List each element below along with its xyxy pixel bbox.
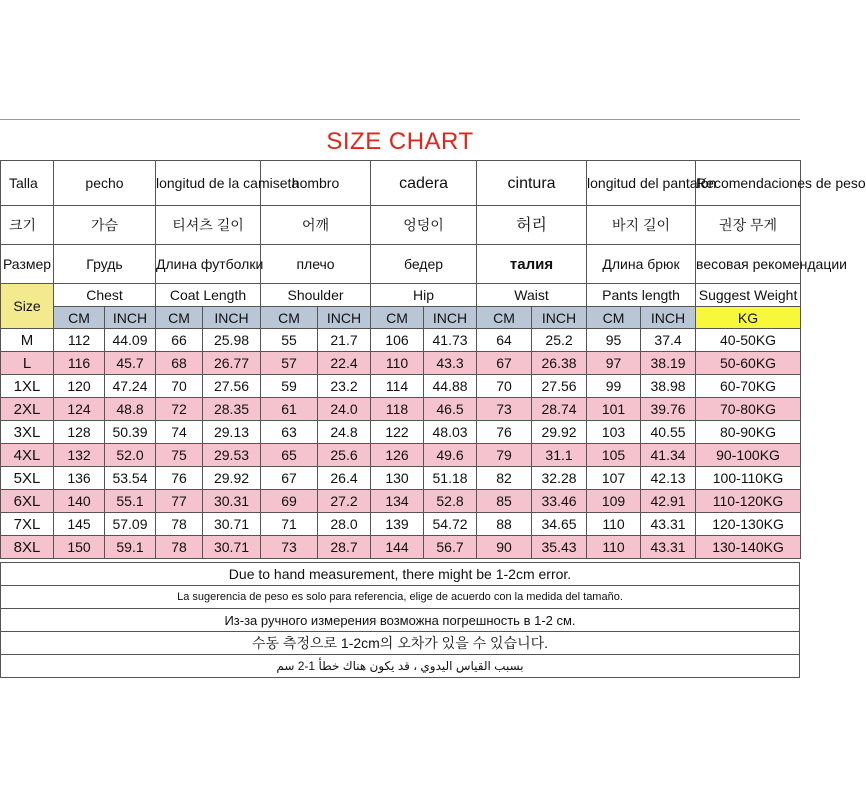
shoulder-cm-cell: 67 <box>261 467 318 490</box>
coat-inch-cell: 30.71 <box>203 536 261 559</box>
hip-cm-cell: 130 <box>371 467 424 490</box>
unit-inch: INCH <box>105 307 156 329</box>
hip-cm-cell: 139 <box>371 513 424 536</box>
header-pants-es: longitud del pantalón <box>587 161 696 206</box>
shoulder-cm-cell: 61 <box>261 398 318 421</box>
header-weight-ru: весовая рекомендации <box>696 245 801 284</box>
coat-inch-cell: 30.31 <box>203 490 261 513</box>
chest-inch-cell: 59.1 <box>105 536 156 559</box>
coat-cm-cell: 66 <box>156 329 203 352</box>
header-pants-length: Pants length <box>587 284 696 307</box>
coat-inch-cell: 25.98 <box>203 329 261 352</box>
table-row <box>1 421 801 444</box>
header-row-units <box>1 307 801 329</box>
header-size-ko: 크기 <box>1 206 54 245</box>
header-coat-es: longitud de la camiseta <box>156 161 261 206</box>
weight-cell: 100-110KG <box>696 467 801 490</box>
table-row <box>1 467 801 490</box>
note-arabic: بسبب القياس اليدوي ، قد يكون هناك خطأ 1-2 سم <box>1 655 800 678</box>
waist-inch-cell: 26.38 <box>532 352 587 375</box>
pants-inch-cell: 38.19 <box>641 352 696 375</box>
header-pants-ru: Длина брюк <box>587 245 696 284</box>
coat-inch-cell: 26.77 <box>203 352 261 375</box>
table-row <box>1 513 801 536</box>
waist-cm-cell: 73 <box>477 398 532 421</box>
chest-cm-cell: 116 <box>54 352 105 375</box>
weight-cell: 70-80KG <box>696 398 801 421</box>
waist-cm-cell: 64 <box>477 329 532 352</box>
chest-inch-cell: 44.09 <box>105 329 156 352</box>
pants-inch-cell: 42.13 <box>641 467 696 490</box>
pants-cm-cell: 99 <box>587 375 641 398</box>
shoulder-inch-cell: 23.2 <box>318 375 371 398</box>
coat-inch-cell: 29.92 <box>203 467 261 490</box>
unit-cm: CM <box>477 307 532 329</box>
header-chest-ko: 가슴 <box>54 206 156 245</box>
pants-cm-cell: 95 <box>587 329 641 352</box>
header-suggest-weight: Suggest Weight <box>696 284 801 307</box>
table-row <box>1 536 801 559</box>
header-coat-ko: 티셔츠 길이 <box>156 206 261 245</box>
hip-inch-cell: 54.72 <box>424 513 477 536</box>
header-row-korean <box>1 206 801 245</box>
pants-inch-cell: 37.4 <box>641 329 696 352</box>
chest-cm-cell: 128 <box>54 421 105 444</box>
coat-cm-cell: 78 <box>156 513 203 536</box>
pants-inch-cell: 43.31 <box>641 536 696 559</box>
coat-inch-cell: 30.71 <box>203 513 261 536</box>
unit-cm: CM <box>54 307 105 329</box>
hip-inch-cell: 52.8 <box>424 490 477 513</box>
shoulder-cm-cell: 73 <box>261 536 318 559</box>
header-waist-ko: 허리 <box>477 206 587 245</box>
coat-cm-cell: 74 <box>156 421 203 444</box>
pants-cm-cell: 107 <box>587 467 641 490</box>
weight-cell: 120-130KG <box>696 513 801 536</box>
header-hip-ko: 엉덩이 <box>371 206 477 245</box>
hip-cm-cell: 118 <box>371 398 424 421</box>
header-weight-es: Recomendaciones de peso <box>696 161 801 206</box>
shoulder-inch-cell: 28.0 <box>318 513 371 536</box>
waist-inch-cell: 34.65 <box>532 513 587 536</box>
hip-inch-cell: 48.03 <box>424 421 477 444</box>
unit-cm: CM <box>371 307 424 329</box>
pants-cm-cell: 110 <box>587 536 641 559</box>
waist-inch-cell: 29.92 <box>532 421 587 444</box>
shoulder-inch-cell: 25.6 <box>318 444 371 467</box>
table-row <box>1 375 801 398</box>
shoulder-cm-cell: 65 <box>261 444 318 467</box>
shoulder-inch-cell: 27.2 <box>318 490 371 513</box>
header-size-ru: Размер <box>1 245 54 284</box>
coat-inch-cell: 29.13 <box>203 421 261 444</box>
weight-cell: 110-120KG <box>696 490 801 513</box>
shoulder-cm-cell: 57 <box>261 352 318 375</box>
unit-inch: INCH <box>318 307 371 329</box>
hip-cm-cell: 134 <box>371 490 424 513</box>
header-hip-es: cadera <box>371 161 477 206</box>
hip-inch-cell: 41.73 <box>424 329 477 352</box>
header-waist-ru: талия <box>477 245 587 284</box>
table-row <box>1 444 801 467</box>
shoulder-inch-cell: 21.7 <box>318 329 371 352</box>
unit-cm: CM <box>587 307 641 329</box>
header-pants-ko: 바지 길이 <box>587 206 696 245</box>
chest-cm-cell: 136 <box>54 467 105 490</box>
shoulder-cm-cell: 55 <box>261 329 318 352</box>
chest-inch-cell: 48.8 <box>105 398 156 421</box>
chest-inch-cell: 45.7 <box>105 352 156 375</box>
hip-cm-cell: 114 <box>371 375 424 398</box>
pants-cm-cell: 105 <box>587 444 641 467</box>
shoulder-inch-cell: 24.0 <box>318 398 371 421</box>
shoulder-cm-cell: 69 <box>261 490 318 513</box>
note-spanish: La sugerencia de peso es solo para referencia, elige de acuerdo con la medida del tamaño. <box>1 586 800 609</box>
table-row <box>1 398 801 421</box>
weight-cell: 90-100KG <box>696 444 801 467</box>
shoulder-cm-cell: 59 <box>261 375 318 398</box>
header-chest: Chest <box>54 284 156 307</box>
header-coat-ru: Длина футболки <box>156 245 261 284</box>
header-weight-ko: 권장 무게 <box>696 206 801 245</box>
unit-cm: CM <box>261 307 318 329</box>
coat-cm-cell: 68 <box>156 352 203 375</box>
chest-cm-cell: 124 <box>54 398 105 421</box>
size-cell: 4XL <box>1 444 54 467</box>
chest-cm-cell: 132 <box>54 444 105 467</box>
shoulder-inch-cell: 22.4 <box>318 352 371 375</box>
chest-cm-cell: 120 <box>54 375 105 398</box>
header-row-spanish <box>1 161 801 206</box>
header-coat-length: Coat Length <box>156 284 261 307</box>
chest-cm-cell: 150 <box>54 536 105 559</box>
shoulder-inch-cell: 26.4 <box>318 467 371 490</box>
header-row-russian <box>1 245 801 284</box>
header-waist: Waist <box>477 284 587 307</box>
coat-cm-cell: 75 <box>156 444 203 467</box>
weight-cell: 40-50KG <box>696 329 801 352</box>
header-shoulder: Shoulder <box>261 284 371 307</box>
coat-cm-cell: 72 <box>156 398 203 421</box>
pants-cm-cell: 97 <box>587 352 641 375</box>
waist-inch-cell: 27.56 <box>532 375 587 398</box>
unit-inch: INCH <box>532 307 587 329</box>
size-cell: 8XL <box>1 536 54 559</box>
waist-inch-cell: 25.2 <box>532 329 587 352</box>
weight-cell: 80-90KG <box>696 421 801 444</box>
waist-cm-cell: 70 <box>477 375 532 398</box>
size-cell: L <box>1 352 54 375</box>
chest-cm-cell: 145 <box>54 513 105 536</box>
header-shoulder-ru: плечо <box>261 245 371 284</box>
hip-cm-cell: 144 <box>371 536 424 559</box>
header-shoulder-ko: 어깨 <box>261 206 371 245</box>
hip-cm-cell: 110 <box>371 352 424 375</box>
chest-inch-cell: 47.24 <box>105 375 156 398</box>
unit-kg: KG <box>696 307 801 329</box>
waist-inch-cell: 32.28 <box>532 467 587 490</box>
waist-inch-cell: 28.74 <box>532 398 587 421</box>
hip-cm-cell: 106 <box>371 329 424 352</box>
size-data-rows <box>1 329 801 559</box>
header-chest-ru: Грудь <box>54 245 156 284</box>
table-row <box>1 352 801 375</box>
chest-inch-cell: 55.1 <box>105 490 156 513</box>
weight-cell: 50-60KG <box>696 352 801 375</box>
header-shoulder-es: hombro <box>261 161 371 206</box>
pants-cm-cell: 101 <box>587 398 641 421</box>
size-header: Size <box>1 284 54 329</box>
coat-cm-cell: 70 <box>156 375 203 398</box>
header-waist-es: cintura <box>477 161 587 206</box>
size-chart-table <box>0 160 866 559</box>
chest-inch-cell: 50.39 <box>105 421 156 444</box>
header-row-measure <box>1 284 801 307</box>
coat-cm-cell: 76 <box>156 467 203 490</box>
top-divider <box>0 119 800 120</box>
pants-inch-cell: 43.31 <box>641 513 696 536</box>
pants-inch-cell: 38.98 <box>641 375 696 398</box>
pants-cm-cell: 109 <box>587 490 641 513</box>
header-chest-es: pecho <box>54 161 156 206</box>
note-russian: Из-за ручного измерения возможна погрешность в 1-2 см. <box>1 609 800 632</box>
chest-inch-cell: 57.09 <box>105 513 156 536</box>
pants-cm-cell: 103 <box>587 421 641 444</box>
waist-inch-cell: 35.43 <box>532 536 587 559</box>
size-cell: 1XL <box>1 375 54 398</box>
size-cell: 2XL <box>1 398 54 421</box>
notes-table <box>0 562 800 678</box>
pants-inch-cell: 42.91 <box>641 490 696 513</box>
table-row <box>1 490 801 513</box>
size-cell: M <box>1 329 54 352</box>
coat-inch-cell: 27.56 <box>203 375 261 398</box>
pants-cm-cell: 110 <box>587 513 641 536</box>
shoulder-inch-cell: 24.8 <box>318 421 371 444</box>
hip-inch-cell: 49.6 <box>424 444 477 467</box>
size-cell: 5XL <box>1 467 54 490</box>
weight-cell: 130-140KG <box>696 536 801 559</box>
note-english: Due to hand measurement, there might be 1-2cm error. <box>1 563 800 586</box>
waist-cm-cell: 79 <box>477 444 532 467</box>
size-cell: 7XL <box>1 513 54 536</box>
waist-inch-cell: 31.1 <box>532 444 587 467</box>
size-cell: 6XL <box>1 490 54 513</box>
note-korean: 수동 측정으로 1-2cm의 오차가 있을 수 있습니다. <box>1 632 800 655</box>
unit-inch: INCH <box>641 307 696 329</box>
waist-cm-cell: 67 <box>477 352 532 375</box>
hip-inch-cell: 44.88 <box>424 375 477 398</box>
pants-inch-cell: 39.76 <box>641 398 696 421</box>
table-row <box>1 329 801 352</box>
pants-inch-cell: 40.55 <box>641 421 696 444</box>
header-size-es: Talla <box>1 161 54 206</box>
hip-cm-cell: 122 <box>371 421 424 444</box>
pants-inch-cell: 41.34 <box>641 444 696 467</box>
coat-cm-cell: 77 <box>156 490 203 513</box>
weight-cell: 60-70KG <box>696 375 801 398</box>
unit-inch: INCH <box>203 307 261 329</box>
page-title: SIZE CHART <box>326 128 474 155</box>
size-cell: 3XL <box>1 421 54 444</box>
hip-inch-cell: 46.5 <box>424 398 477 421</box>
hip-cm-cell: 126 <box>371 444 424 467</box>
waist-cm-cell: 85 <box>477 490 532 513</box>
waist-cm-cell: 82 <box>477 467 532 490</box>
chest-cm-cell: 140 <box>54 490 105 513</box>
waist-cm-cell: 90 <box>477 536 532 559</box>
hip-inch-cell: 43.3 <box>424 352 477 375</box>
unit-cm: CM <box>156 307 203 329</box>
shoulder-inch-cell: 28.7 <box>318 536 371 559</box>
chest-inch-cell: 52.0 <box>105 444 156 467</box>
hip-inch-cell: 56.7 <box>424 536 477 559</box>
chest-inch-cell: 53.54 <box>105 467 156 490</box>
shoulder-cm-cell: 63 <box>261 421 318 444</box>
waist-cm-cell: 88 <box>477 513 532 536</box>
waist-cm-cell: 76 <box>477 421 532 444</box>
shoulder-cm-cell: 71 <box>261 513 318 536</box>
waist-inch-cell: 33.46 <box>532 490 587 513</box>
unit-inch: INCH <box>424 307 477 329</box>
chest-cm-cell: 112 <box>54 329 105 352</box>
header-hip-ru: бедер <box>371 245 477 284</box>
header-hip: Hip <box>371 284 477 307</box>
coat-inch-cell: 28.35 <box>203 398 261 421</box>
coat-cm-cell: 78 <box>156 536 203 559</box>
coat-inch-cell: 29.53 <box>203 444 261 467</box>
hip-inch-cell: 51.18 <box>424 467 477 490</box>
